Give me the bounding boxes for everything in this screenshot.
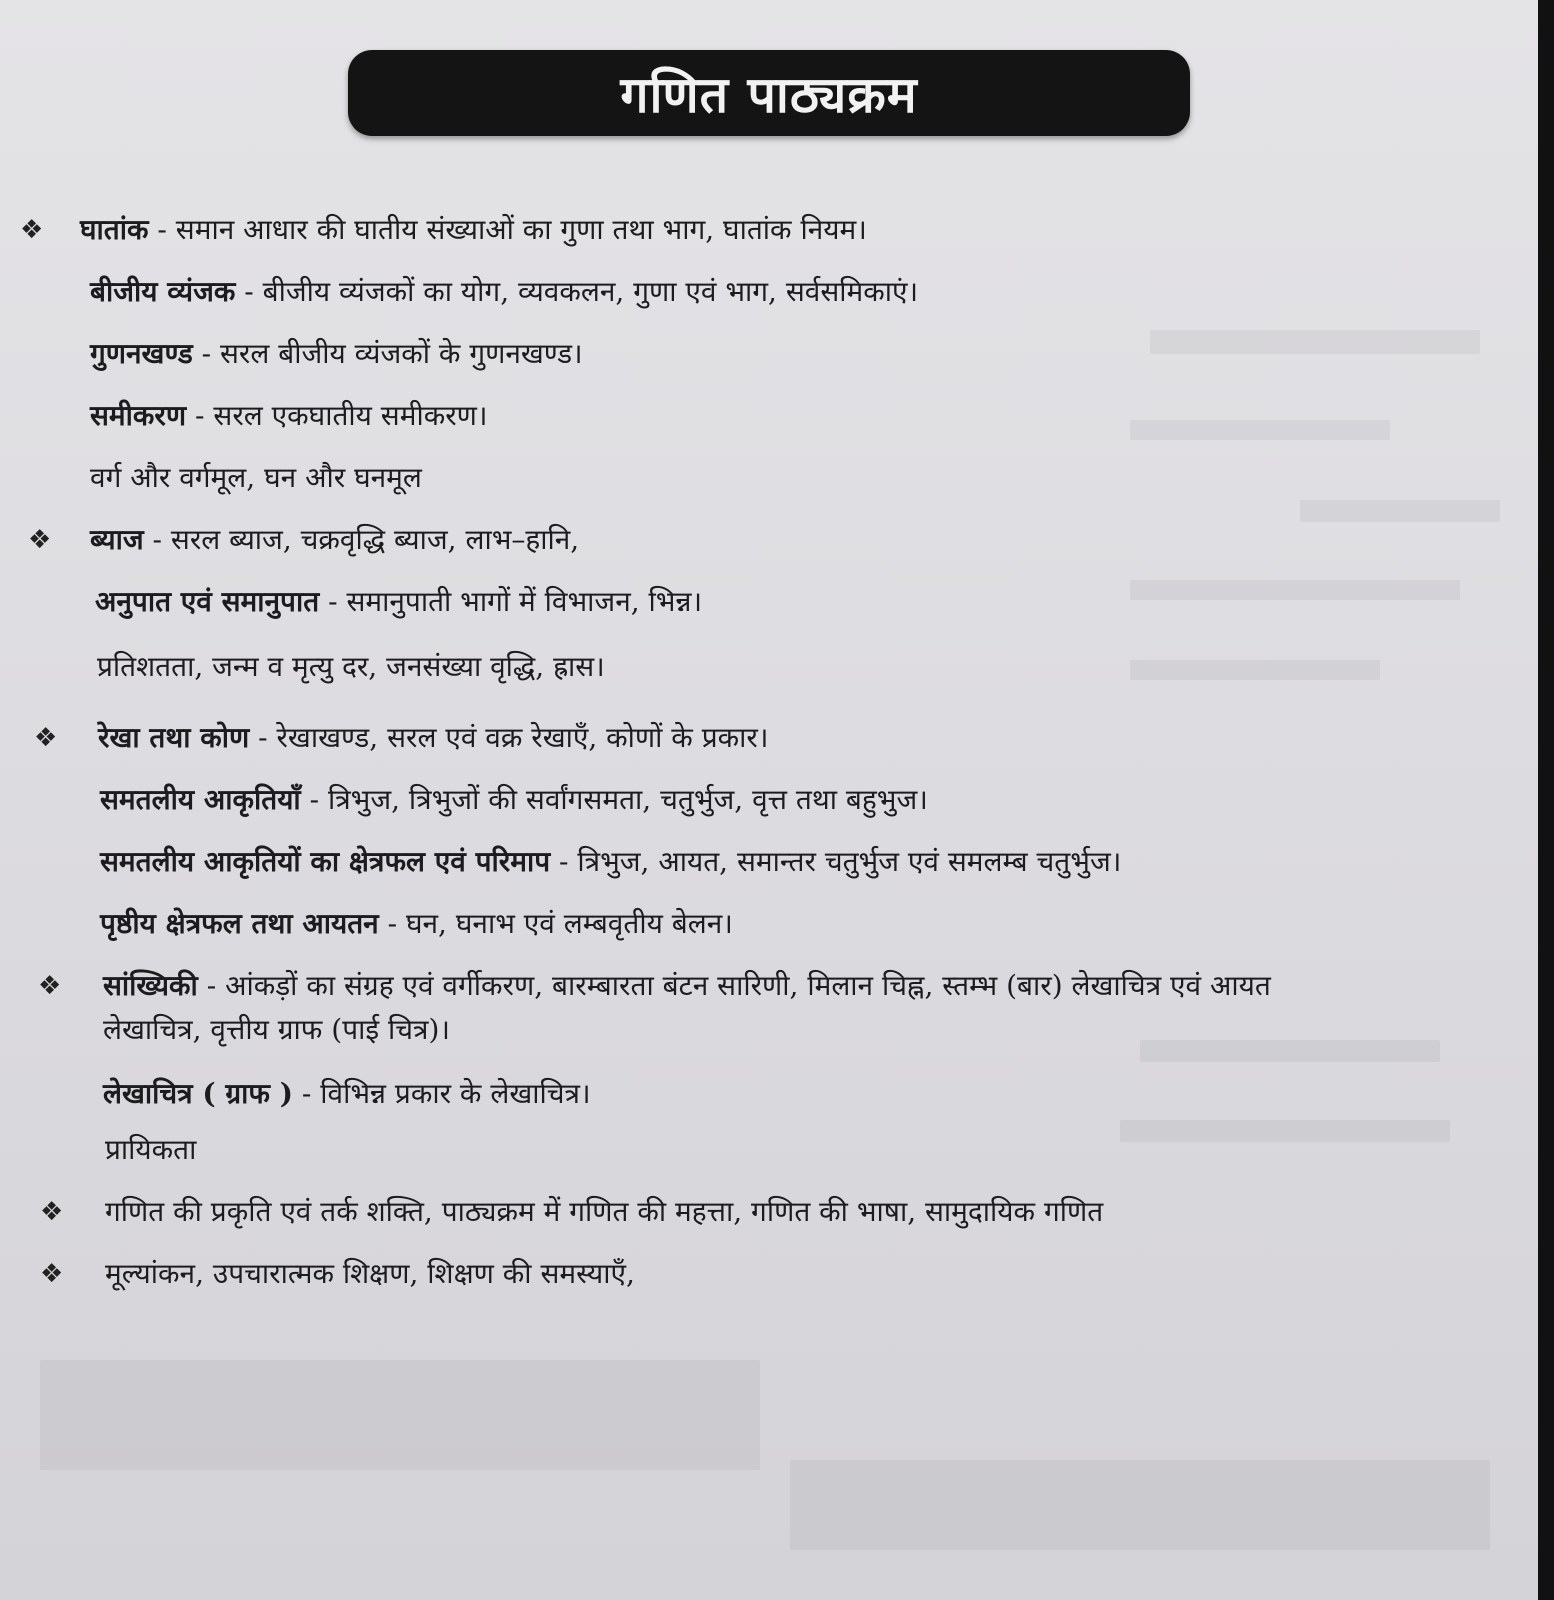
- topic-heading: ब्याज: [90, 523, 144, 556]
- line-text: [105, 1192, 1103, 1232]
- line-text: [105, 1130, 196, 1170]
- bleed-through: [1130, 420, 1390, 440]
- topic-heading: समतलीय आकृतियाँ: [100, 783, 301, 816]
- topic-heading: सांख्यिकी: [103, 969, 198, 1002]
- bleed-through: [1130, 660, 1380, 680]
- topic-heading: रेखा तथा कोण: [98, 721, 250, 754]
- line-text: [103, 966, 1271, 1006]
- bleed-through: [1140, 1040, 1440, 1062]
- topic-description: - आंकड़ों का संग्रह एवं वर्गीकरण, बारम्बारता बंटन सारिणी, मिलान चिह्न, स्तम्भ (बार) लेखाचित्र एवं आयत: [197, 969, 1271, 1002]
- topic-heading: घातांक: [80, 213, 149, 246]
- title-banner: [348, 50, 1190, 136]
- topic-description: गणित की प्रकृति एवं तर्क शक्ति, पाठ्यक्रम में गणित की महत्ता, गणित की भाषा, सामुदायिक गणित: [105, 1195, 1104, 1228]
- line-text: [105, 1254, 635, 1294]
- bleed-through: [790, 1460, 1490, 1550]
- line-text: [98, 718, 768, 758]
- line-text: [90, 334, 583, 374]
- diamond-bullet-icon: ❖: [38, 971, 62, 1001]
- topic-description: लेखाचित्र, वृत्तीय ग्राफ (पाई चित्र)।: [103, 1013, 451, 1046]
- bleed-through: [40, 1360, 760, 1470]
- page-edge-shadow: [1538, 0, 1554, 1600]
- line-text: [90, 272, 918, 312]
- line-text: [90, 458, 422, 498]
- line-text: [103, 1010, 450, 1050]
- diamond-bullet-icon: ❖: [34, 723, 58, 753]
- bleed-through: [1150, 330, 1480, 354]
- topic-description: - रेखाखण्ड, सरल एवं वक्र रेखाएँ, कोणों के प्रकार।: [249, 721, 769, 754]
- line-text: [100, 904, 733, 944]
- page-title: गणित पाठ्यक्रम: [620, 66, 918, 124]
- topic-heading: अनुपात एवं समानुपात: [95, 585, 320, 618]
- line-text: [90, 520, 579, 560]
- line-text: [103, 1074, 591, 1114]
- topic-description: - त्रिभुज, त्रिभुजों की सर्वांगसमता, चतुर्भुज, वृत्त तथा बहुभुज।: [300, 783, 928, 816]
- topic-description: - घन, घनाभ एवं लम्बवृतीय बेलन।: [378, 907, 733, 940]
- diamond-bullet-icon: ❖: [28, 525, 52, 555]
- topic-heading: लेखाचित्र ( ग्राफ ): [103, 1077, 294, 1110]
- topic-description: - विभिन्न प्रकार के लेखाचित्र।: [293, 1077, 591, 1110]
- topic-description: - सरल ब्याज, चक्रवृद्धि ब्याज, लाभ–हानि,: [143, 523, 580, 556]
- topic-heading: समीकरण: [90, 399, 187, 432]
- topic-heading: बीजीय व्यंजक: [90, 275, 236, 308]
- line-text: [90, 396, 488, 436]
- diamond-bullet-icon: ❖: [20, 215, 44, 245]
- line-text: [95, 582, 702, 622]
- topic-description: - समान आधार की घातीय संख्याओं का गुणा तथा भाग, घातांक नियम।: [148, 213, 867, 246]
- topic-description: - समानुपाती भागों में विभाजन, भिन्न।: [319, 585, 703, 618]
- topic-description: वर्ग और वर्गमूल, घन और घनमूल: [90, 461, 422, 494]
- line-text: [100, 842, 1121, 882]
- topic-description: - बीजीय व्यंजकों का योग, व्यवकलन, गुणा एवं भाग, सर्वसमिकाएं।: [235, 275, 919, 308]
- line-text: [100, 780, 928, 820]
- bleed-through: [1120, 1120, 1450, 1142]
- topic-description: - त्रिभुज, आयत, समान्तर चतुर्भुज एवं समलम्ब चतुर्भुज।: [550, 845, 1122, 878]
- bleed-through: [1300, 500, 1500, 522]
- line-text: [80, 210, 867, 250]
- line-text: [97, 647, 605, 687]
- topic-heading: समतलीय आकृतियों का क्षेत्रफल एवं परिमाप: [100, 845, 551, 878]
- topic-description: प्रतिशतता, जन्म व मृत्यु दर, जनसंख्या वृद्धि, ह्रास।: [97, 650, 605, 683]
- topic-description: - सरल बीजीय व्यंजकों के गुणनखण्ड।: [192, 337, 583, 370]
- diamond-bullet-icon: ❖: [40, 1197, 64, 1227]
- bleed-through: [1130, 580, 1460, 600]
- topic-heading: गुणनखण्ड: [90, 337, 193, 370]
- topic-heading: पृष्ठीय क्षेत्रफल तथा आयतन: [100, 907, 379, 940]
- topic-description: - सरल एकघातीय समीकरण।: [186, 399, 488, 432]
- topic-description: प्रायिकता: [105, 1133, 197, 1166]
- diamond-bullet-icon: ❖: [40, 1259, 64, 1289]
- topic-description: मूल्यांकन, उपचारात्मक शिक्षण, शिक्षण की समस्याएँ,: [105, 1257, 635, 1290]
